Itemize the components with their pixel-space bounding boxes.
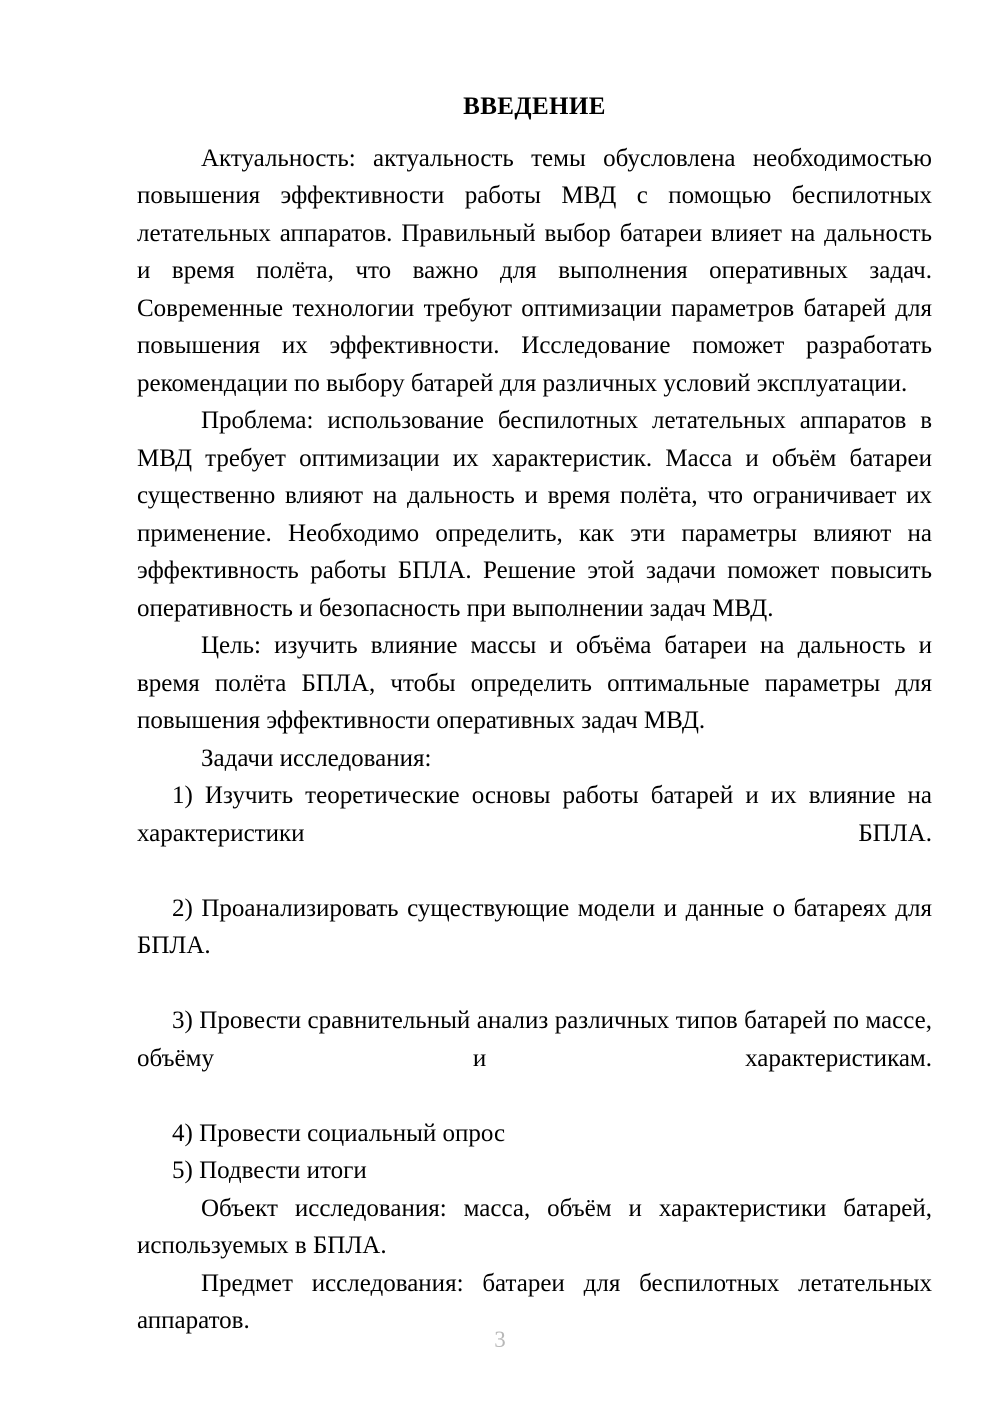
paragraph-aktualnost: Актуальность: актуальность темы обусловлена необходимостью повышения эффективности работы МВД с помощью беспилотных летательных аппаратов. Правильный выбор батареи влияет на дальность и время полёта, что важно для выполнения оперативных задач. Современные технологии требуют оптимизации параметров батарей для повышения их эффективности. Исследование поможет разработать рекомендации по выбору батарей для различных условий эксплуатации.: [137, 144, 932, 397]
page-title: ВВЕДЕНИЕ: [463, 93, 606, 120]
paragraph-cel: Цель: изучить влияние массы и объёма батареи на дальность и время полёта БПЛА, чтобы определить оптимальные параметры для повышения эффективности оперативных задач МВД.: [137, 632, 932, 734]
task-item-2: 2) Проанализировать существующие модели и данные о батареях для БПЛА.: [137, 894, 932, 959]
heading-zadachi: Задачи исследования:: [201, 744, 432, 772]
paragraph-obiekt: Объект исследования: масса, объём и характеристики батарей, используемых в БПЛА.: [137, 1194, 932, 1259]
task-item-4: 4) Провести социальный опрос: [172, 1119, 506, 1147]
task-item-1: 1) Изучить теоретические основы работы батарей и их влияние на характеристики БПЛА.: [137, 782, 932, 847]
task-item-3: 3) Провести сравнительный анализ различных типов батарей по массе, объёму и характеристикам.: [137, 1007, 932, 1072]
paragraph-problema: Проблема: использование беспилотных летательных аппаратов в МВД требует оптимизации их характеристик. Масса и объём батареи существенно влияют на дальность и время полёта, что ограничивает их применение. Необходимо определить, как эти параметры влияют на эффективность работы БПЛА. Решение этой задачи поможет повысить оперативность и безопасность при выполнении задач МВД.: [137, 407, 932, 622]
paragraph-predmet: Предмет исследования: батареи для беспилотных летательных аппаратов.: [137, 1269, 932, 1334]
task-item-5: 5) Подвести итоги: [172, 1157, 367, 1184]
page-number: 3: [494, 1327, 506, 1352]
page-content: [137, 88, 932, 1377]
